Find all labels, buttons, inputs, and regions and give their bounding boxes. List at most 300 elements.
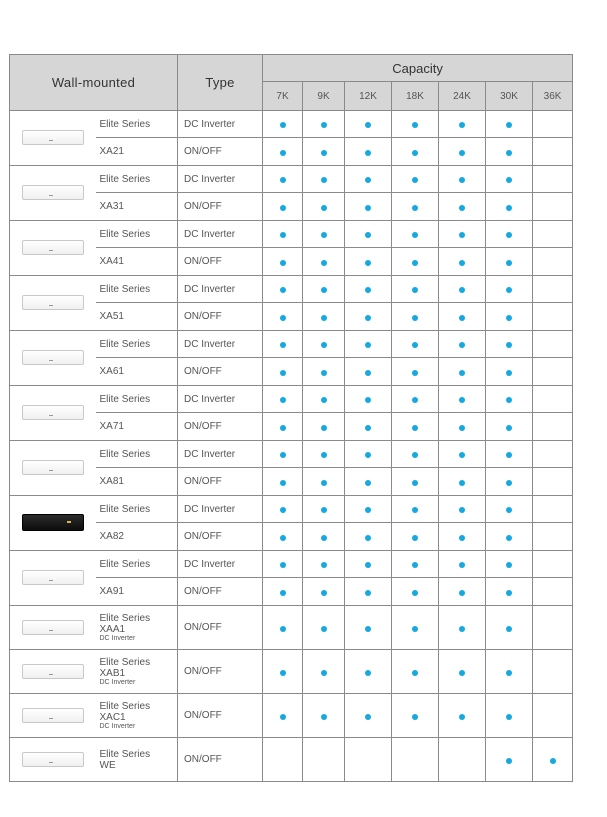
product-image-cell (10, 738, 96, 782)
available-dot-icon (280, 670, 286, 676)
table-row (10, 606, 573, 650)
series-name: Elite Series (96, 221, 178, 248)
capacity-cell (439, 606, 486, 650)
available-dot-icon (412, 626, 418, 632)
table-row (10, 386, 573, 413)
table-row (10, 221, 573, 248)
capacity-cell (392, 276, 439, 303)
table-row (10, 276, 573, 303)
available-dot-icon (280, 287, 286, 293)
capacity-cell (439, 138, 486, 166)
capacity-cell (439, 111, 486, 138)
capacity-cell (392, 331, 439, 358)
capacity-cell (533, 193, 573, 221)
capacity-cell (345, 303, 392, 331)
capacity-cell (392, 738, 439, 782)
available-dot-icon (365, 562, 371, 568)
capacity-cell (533, 694, 573, 738)
capacity-table (9, 54, 573, 782)
available-dot-icon (412, 150, 418, 156)
available-dot-icon (365, 670, 371, 676)
available-dot-icon (412, 452, 418, 458)
air-conditioner-icon (22, 405, 84, 420)
available-dot-icon (321, 122, 327, 128)
available-dot-icon (321, 397, 327, 403)
air-conditioner-icon (22, 460, 84, 475)
capacity-cell (263, 738, 303, 782)
available-dot-icon (280, 507, 286, 513)
available-dot-icon (506, 590, 512, 596)
air-conditioner-icon (22, 240, 84, 255)
capacity-cell (533, 138, 573, 166)
table-row (10, 551, 573, 578)
table-row (10, 694, 573, 738)
size-header: 7K (263, 82, 303, 111)
product-image-cell (10, 386, 96, 441)
capacity-cell (263, 331, 303, 358)
available-dot-icon (459, 507, 465, 513)
capacity-cell (439, 523, 486, 551)
table-row (10, 441, 573, 468)
available-dot-icon (321, 232, 327, 238)
capacity-cell (533, 386, 573, 413)
available-dot-icon (321, 177, 327, 183)
capacity-cell (533, 650, 573, 694)
capacity-cell (345, 138, 392, 166)
capacity-cell (303, 468, 345, 496)
series-name: Elite Series (96, 551, 178, 578)
capacity-cell (345, 496, 392, 523)
available-dot-icon (412, 425, 418, 431)
available-dot-icon (459, 590, 465, 596)
available-dot-icon (280, 397, 286, 403)
available-dot-icon (412, 260, 418, 266)
capacity-cell (263, 276, 303, 303)
model-note: DC Inverter (99, 634, 136, 642)
available-dot-icon (321, 260, 327, 266)
available-dot-icon (506, 342, 512, 348)
capacity-cell (392, 650, 439, 694)
capacity-cell (486, 386, 533, 413)
type-value: ON/OFF (178, 303, 263, 331)
capacity-cell (486, 578, 533, 606)
capacity-cell (486, 650, 533, 694)
available-dot-icon (280, 590, 286, 596)
product-image-cell (10, 650, 96, 694)
capacity-cell (345, 738, 392, 782)
capacity-cell (345, 694, 392, 738)
available-dot-icon (321, 370, 327, 376)
available-dot-icon (365, 342, 371, 348)
type-value: DC Inverter (178, 551, 263, 578)
capacity-cell (303, 496, 345, 523)
product-image-cell (10, 694, 96, 738)
available-dot-icon (459, 150, 465, 156)
model-info (96, 606, 178, 650)
available-dot-icon (506, 370, 512, 376)
available-dot-icon (321, 535, 327, 541)
available-dot-icon (365, 590, 371, 596)
type-value: ON/OFF (178, 468, 263, 496)
capacity-cell (345, 523, 392, 551)
capacity-cell (263, 111, 303, 138)
capacity-cell (486, 413, 533, 441)
available-dot-icon (280, 562, 286, 568)
type-value: DC Inverter (178, 331, 263, 358)
available-dot-icon (321, 342, 327, 348)
available-dot-icon (506, 205, 512, 211)
available-dot-icon (321, 150, 327, 156)
capacity-cell (392, 248, 439, 276)
available-dot-icon (412, 590, 418, 596)
type-value: ON/OFF (178, 138, 263, 166)
capacity-cell (263, 193, 303, 221)
capacity-cell (303, 694, 345, 738)
type-value: DC Inverter (178, 166, 263, 193)
available-dot-icon (321, 714, 327, 720)
available-dot-icon (365, 714, 371, 720)
capacity-cell (303, 221, 345, 248)
type-value: ON/OFF (178, 578, 263, 606)
available-dot-icon (321, 205, 327, 211)
available-dot-icon (412, 370, 418, 376)
type-value: DC Inverter (178, 276, 263, 303)
available-dot-icon (280, 150, 286, 156)
capacity-cell (392, 413, 439, 441)
capacity-cell (486, 468, 533, 496)
type-value: DC Inverter (178, 221, 263, 248)
product-image-cell (10, 221, 96, 276)
available-dot-icon (459, 626, 465, 632)
capacity-cell (533, 523, 573, 551)
capacity-cell (439, 248, 486, 276)
capacity-cell (345, 551, 392, 578)
capacity-cell (345, 166, 392, 193)
available-dot-icon (506, 562, 512, 568)
product-image-cell (10, 166, 96, 221)
wall-mounted-header: Wall-mounted (10, 55, 178, 111)
capacity-cell (486, 276, 533, 303)
capacity-cell (533, 496, 573, 523)
capacity-cell (533, 551, 573, 578)
available-dot-icon (365, 425, 371, 431)
available-dot-icon (280, 535, 286, 541)
capacity-cell (263, 523, 303, 551)
capacity-cell (263, 413, 303, 441)
type-value: ON/OFF (178, 248, 263, 276)
type-value: DC Inverter (178, 496, 263, 523)
available-dot-icon (321, 670, 327, 676)
available-dot-icon (459, 260, 465, 266)
available-dot-icon (321, 452, 327, 458)
capacity-cell (303, 248, 345, 276)
type-value: ON/OFF (178, 193, 263, 221)
available-dot-icon (280, 425, 286, 431)
available-dot-icon (506, 232, 512, 238)
product-image-cell (10, 276, 96, 331)
product-image-cell (10, 606, 96, 650)
capacity-cell (263, 578, 303, 606)
capacity-cell (345, 221, 392, 248)
type-value: DC Inverter (178, 111, 263, 138)
capacity-cell (486, 523, 533, 551)
type-value: ON/OFF (178, 738, 263, 782)
capacity-cell (303, 166, 345, 193)
series-name: Elite Series (99, 612, 151, 624)
air-conditioner-icon (22, 350, 84, 365)
available-dot-icon (365, 370, 371, 376)
available-dot-icon (280, 122, 286, 128)
available-dot-icon (459, 714, 465, 720)
capacity-cell (303, 111, 345, 138)
capacity-cell (345, 111, 392, 138)
type-value: ON/OFF (178, 523, 263, 551)
capacity-cell (486, 738, 533, 782)
series-name: Elite Series (96, 386, 178, 413)
available-dot-icon (459, 397, 465, 403)
capacity-cell (303, 386, 345, 413)
table-row (10, 331, 573, 358)
available-dot-icon (280, 315, 286, 321)
available-dot-icon (506, 452, 512, 458)
capacity-cell (345, 193, 392, 221)
product-image-cell (10, 441, 96, 496)
capacity-cell (439, 166, 486, 193)
available-dot-icon (506, 397, 512, 403)
capacity-cell (345, 413, 392, 441)
available-dot-icon (321, 626, 327, 632)
air-conditioner-icon (22, 664, 84, 679)
series-name: Elite Series (96, 496, 178, 523)
available-dot-icon (412, 397, 418, 403)
type-value: ON/OFF (178, 606, 263, 650)
capacity-cell (392, 111, 439, 138)
capacity-cell (303, 551, 345, 578)
capacity-cell (303, 276, 345, 303)
capacity-cell (392, 606, 439, 650)
available-dot-icon (506, 122, 512, 128)
capacity-cell (263, 650, 303, 694)
available-dot-icon (321, 480, 327, 486)
capacity-cell (392, 496, 439, 523)
available-dot-icon (412, 315, 418, 321)
capacity-cell (486, 331, 533, 358)
series-name: Elite Series (96, 441, 178, 468)
available-dot-icon (280, 260, 286, 266)
capacity-cell (345, 468, 392, 496)
capacity-cell (439, 694, 486, 738)
air-conditioner-icon (22, 295, 84, 310)
capacity-cell (303, 606, 345, 650)
capacity-cell (439, 496, 486, 523)
capacity-cell (263, 386, 303, 413)
model-name: XA31 (96, 193, 178, 221)
model-info (96, 650, 178, 694)
series-name: Elite Series (99, 656, 151, 668)
model-name: XA21 (96, 138, 178, 166)
model-name: XAA1 (99, 623, 126, 635)
available-dot-icon (321, 562, 327, 568)
available-dot-icon (365, 452, 371, 458)
table-row (10, 496, 573, 523)
available-dot-icon (506, 480, 512, 486)
series-name: Elite Series (96, 276, 178, 303)
capacity-cell (263, 694, 303, 738)
capacity-cell (533, 331, 573, 358)
available-dot-icon (280, 342, 286, 348)
capacity-cell (533, 606, 573, 650)
capacity-cell (263, 606, 303, 650)
air-conditioner-icon (22, 570, 84, 585)
capacity-cell (533, 738, 573, 782)
capacity-cell (439, 468, 486, 496)
capacity-cell (533, 441, 573, 468)
model-name: XAB1 (99, 667, 126, 679)
capacity-cell (439, 441, 486, 468)
available-dot-icon (506, 507, 512, 513)
product-image-cell (10, 111, 96, 166)
product-image-cell (10, 331, 96, 386)
capacity-header: Capacity (263, 55, 573, 82)
capacity-cell (303, 523, 345, 551)
capacity-cell (303, 738, 345, 782)
available-dot-icon (412, 535, 418, 541)
capacity-cell (303, 358, 345, 386)
capacity-cell (533, 468, 573, 496)
capacity-cell (392, 193, 439, 221)
size-header: 30K (486, 82, 533, 111)
available-dot-icon (412, 507, 418, 513)
capacity-cell (439, 221, 486, 248)
available-dot-icon (412, 562, 418, 568)
type-value: ON/OFF (178, 413, 263, 441)
capacity-cell (345, 606, 392, 650)
series-name: Elite Series (96, 166, 178, 193)
product-image-cell (10, 496, 96, 551)
capacity-cell (486, 111, 533, 138)
capacity-cell (486, 441, 533, 468)
capacity-cell (263, 441, 303, 468)
available-dot-icon (321, 315, 327, 321)
available-dot-icon (365, 260, 371, 266)
capacity-cell (263, 468, 303, 496)
capacity-cell (533, 276, 573, 303)
available-dot-icon (506, 626, 512, 632)
available-dot-icon (550, 758, 556, 764)
available-dot-icon (459, 205, 465, 211)
available-dot-icon (459, 177, 465, 183)
table-row (10, 650, 573, 694)
capacity-cell (486, 138, 533, 166)
available-dot-icon (321, 507, 327, 513)
available-dot-icon (365, 315, 371, 321)
capacity-cell (263, 221, 303, 248)
available-dot-icon (280, 626, 286, 632)
air-conditioner-icon (22, 185, 84, 200)
capacity-cell (439, 193, 486, 221)
model-name: WE (99, 759, 116, 771)
model-info (96, 738, 178, 782)
capacity-cell (345, 578, 392, 606)
capacity-cell (345, 248, 392, 276)
size-header: 36K (533, 82, 573, 111)
capacity-cell (533, 221, 573, 248)
capacity-cell (303, 578, 345, 606)
type-value: ON/OFF (178, 358, 263, 386)
available-dot-icon (459, 670, 465, 676)
available-dot-icon (459, 122, 465, 128)
table-body (10, 111, 573, 782)
available-dot-icon (459, 287, 465, 293)
available-dot-icon (365, 150, 371, 156)
capacity-cell (392, 303, 439, 331)
air-conditioner-icon (22, 514, 84, 531)
capacity-cell (392, 578, 439, 606)
available-dot-icon (412, 714, 418, 720)
capacity-cell (303, 413, 345, 441)
model-name: XA81 (96, 468, 178, 496)
type-value: DC Inverter (178, 386, 263, 413)
available-dot-icon (459, 480, 465, 486)
available-dot-icon (280, 370, 286, 376)
available-dot-icon (506, 425, 512, 431)
capacity-cell (263, 303, 303, 331)
capacity-cell (486, 496, 533, 523)
capacity-cell (533, 413, 573, 441)
model-name: XA82 (96, 523, 178, 551)
capacity-cell (345, 331, 392, 358)
capacity-cell (486, 303, 533, 331)
available-dot-icon (280, 480, 286, 486)
available-dot-icon (412, 670, 418, 676)
capacity-cell (486, 694, 533, 738)
capacity-cell (263, 358, 303, 386)
available-dot-icon (321, 287, 327, 293)
available-dot-icon (365, 287, 371, 293)
capacity-cell (263, 248, 303, 276)
available-dot-icon (412, 287, 418, 293)
product-image-cell (10, 551, 96, 606)
model-name: XA91 (96, 578, 178, 606)
model-name: XAC1 (99, 711, 126, 723)
capacity-cell (392, 694, 439, 738)
available-dot-icon (365, 177, 371, 183)
available-dot-icon (280, 205, 286, 211)
available-dot-icon (506, 714, 512, 720)
capacity-cell (303, 331, 345, 358)
available-dot-icon (412, 177, 418, 183)
capacity-cell (533, 578, 573, 606)
available-dot-icon (280, 452, 286, 458)
capacity-cell (439, 738, 486, 782)
capacity-cell (303, 303, 345, 331)
available-dot-icon (459, 315, 465, 321)
capacity-cell (263, 496, 303, 523)
capacity-cell (345, 650, 392, 694)
capacity-cell (533, 303, 573, 331)
capacity-cell (439, 331, 486, 358)
capacity-cell (533, 166, 573, 193)
available-dot-icon (459, 232, 465, 238)
model-name: XA51 (96, 303, 178, 331)
type-header: Type (178, 55, 263, 111)
series-name: Elite Series (96, 111, 178, 138)
capacity-cell (263, 166, 303, 193)
size-header: 18K (392, 82, 439, 111)
series-name: Elite Series (99, 700, 151, 712)
available-dot-icon (506, 287, 512, 293)
capacity-cell (345, 358, 392, 386)
